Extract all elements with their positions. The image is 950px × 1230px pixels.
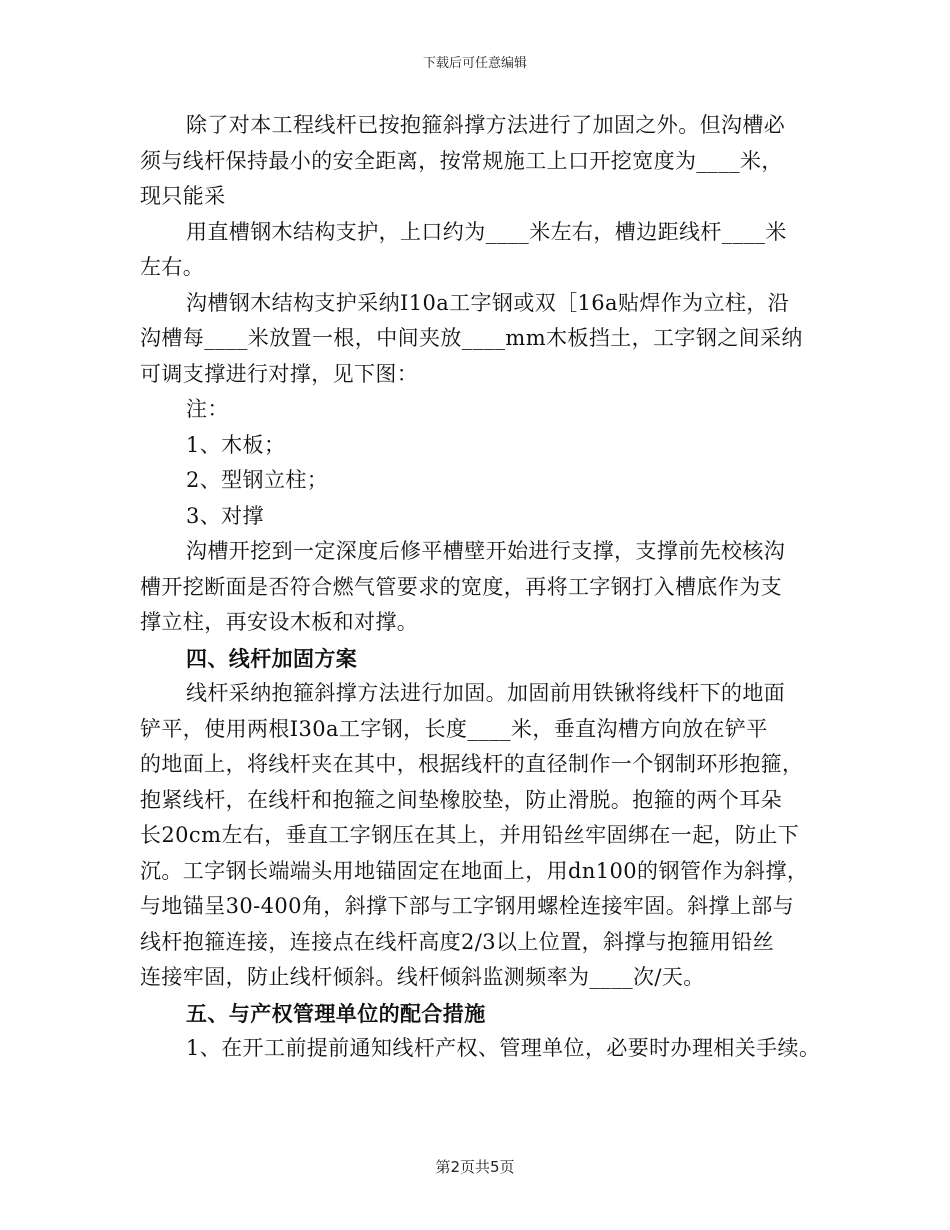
text-line: 沟槽钢木结构支护采纳Ⅰ10a工字钢或双［16a贴焊作为立柱，沿 <box>186 290 790 315</box>
text-line: 1、在开工前提前通知线杆产权、管理单位，必要时办理相关手续。 <box>186 1036 821 1060</box>
text-line: 铲平，使用两根Ⅰ30a工字钢，长度____米，垂直沟槽方向放在铲平 <box>140 716 768 741</box>
text-line: 注： <box>186 397 229 421</box>
text-line: 沟槽每____米放置一根，中间夹放____mm木板挡土，工字钢之间采纳 <box>140 326 803 350</box>
text-line: 与地锚呈30-400角，斜撑下部与工字钢用螺栓连接牢固。斜撑上部与 <box>140 894 795 918</box>
text-line: 槽开挖断面是否符合燃气管要求的宽度，再将工字钢打入槽底作为支 <box>140 574 782 599</box>
text-line: 撑立柱，再安设木板和对撑。 <box>140 610 419 634</box>
text-line: 2、型钢立柱； <box>186 468 329 492</box>
text-line: 线杆采纳抱箍斜撑方法进行加固。加固前用铁锹将线杆下的地面 <box>186 681 786 705</box>
text-line: 左右。 <box>140 255 205 279</box>
page-footer: 第2页共5页 <box>435 1158 515 1176</box>
text-line: 除了对本工程线杆已按抱箍斜撑方法进行了加固之外。但沟槽必 <box>186 113 786 137</box>
section-heading: 四、线杆加固方案 <box>186 645 358 671</box>
text-line: 的地面上，将线杆夹在其中，根据线杆的直径制作一个钢制环形抱箍， <box>140 752 804 776</box>
text-line: 1、木板； <box>186 432 286 457</box>
text-line: 抱紧线杆，在线杆和抱箍之间垫橡胶垫，防止滑脱。抱箍的两个耳朵 <box>140 787 782 812</box>
text-line: 用直槽钢木结构支护，上口约为____米左右，槽边距线杆____米 <box>186 219 787 244</box>
text-line: 沟槽开挖到一定深度后修平槽壁开始进行支撑，支撑前先校核沟 <box>186 539 786 563</box>
document-body <box>140 108 830 1067</box>
text-line: 现只能采 <box>140 184 226 208</box>
section-heading: 五、与产权管理单位的配合措施 <box>186 1000 486 1026</box>
text-line: 长20cm左右，垂直工字钢压在其上，并用铅丝牢固绑在一起，防止下 <box>140 823 800 847</box>
text-line: 沉。工字钢长端端头用地锚固定在地面上，用dn100的钢管作为斜撑， <box>140 858 809 883</box>
text-line: 须与线杆保持最小的安全距离，按常规施工上口开挖宽度为____米， <box>140 148 783 173</box>
text-line: 可调支撑进行对撑，见下图： <box>140 361 419 386</box>
text-line: 3、对撑 <box>186 503 264 528</box>
text-line: 连接牢固，防止线杆倾斜。线杆倾斜监测频率为____次/天。 <box>140 965 705 989</box>
page-header: 下载后可任意编辑 <box>422 56 527 71</box>
text-line: 线杆抱箍连接，连接点在线杆高度2/3以上位置，斜撑与抱箍用铅丝 <box>140 929 775 954</box>
